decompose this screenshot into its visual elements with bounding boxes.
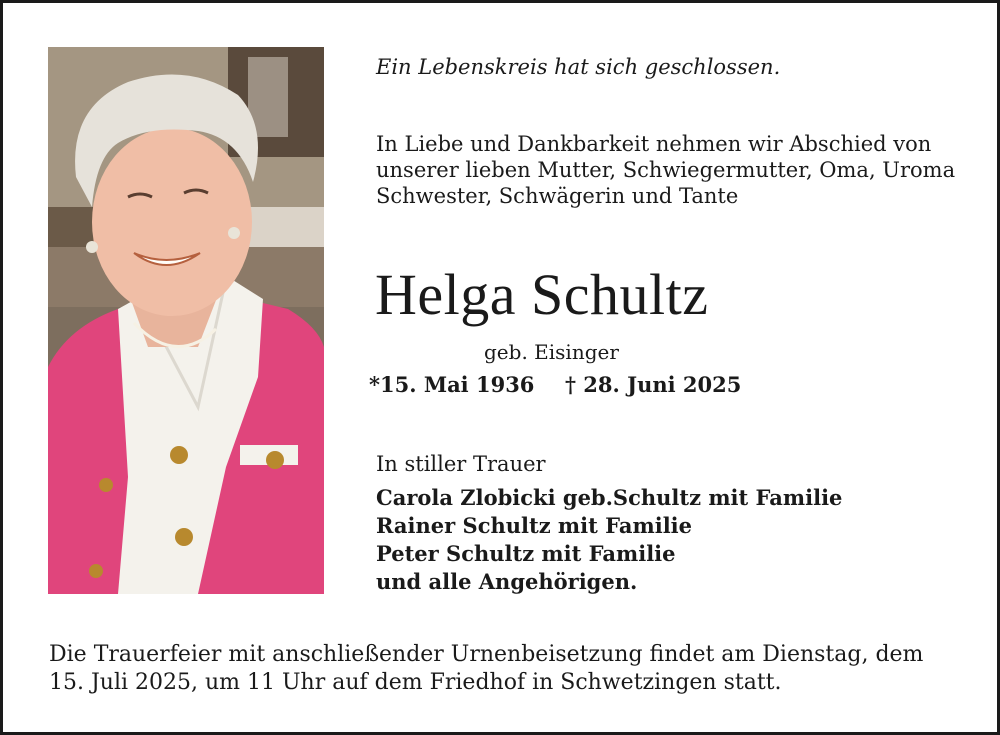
service-details (49, 641, 923, 697)
intro-line: In Liebe und Dankbarkeit nehmen wir Abschied von (376, 132, 932, 156)
mourner-line: Carola Zlobicki geb.Schultz mit Familie (376, 485, 843, 510)
life-dates (369, 372, 742, 397)
deceased-name: Helga Schultz (375, 262, 709, 327)
mourners-list (376, 484, 842, 596)
mourning-label: In stiller Trauer (376, 452, 546, 476)
opening-line: Ein Lebenskreis hat sich geschlossen. (376, 55, 781, 79)
mourner-line: Peter Schultz mit Familie (376, 541, 676, 566)
mourner-line: Rainer Schultz mit Familie (376, 513, 693, 538)
birth-date: *15. Mai 1936 (369, 372, 535, 397)
intro-line: unserer lieben Mutter, Schwiegermutter, Oma, Uroma (376, 158, 956, 182)
service-line: Die Trauerfeier mit anschließender Urnenbeisetzung findet am Dienstag, dem (49, 642, 924, 667)
service-line: 15. Juli 2025, um 11 Uhr auf dem Friedhof in Schwetzingen statt. (49, 670, 782, 695)
portrait-photo (48, 47, 324, 594)
mourner-line: und alle Angehörigen. (376, 569, 638, 594)
intro-text (376, 131, 955, 209)
intro-line: Schwester, Schwägerin und Tante (376, 184, 739, 208)
death-date: † 28. Juni 2025 (565, 372, 742, 397)
maiden-name: geb. Eisinger (484, 340, 619, 364)
